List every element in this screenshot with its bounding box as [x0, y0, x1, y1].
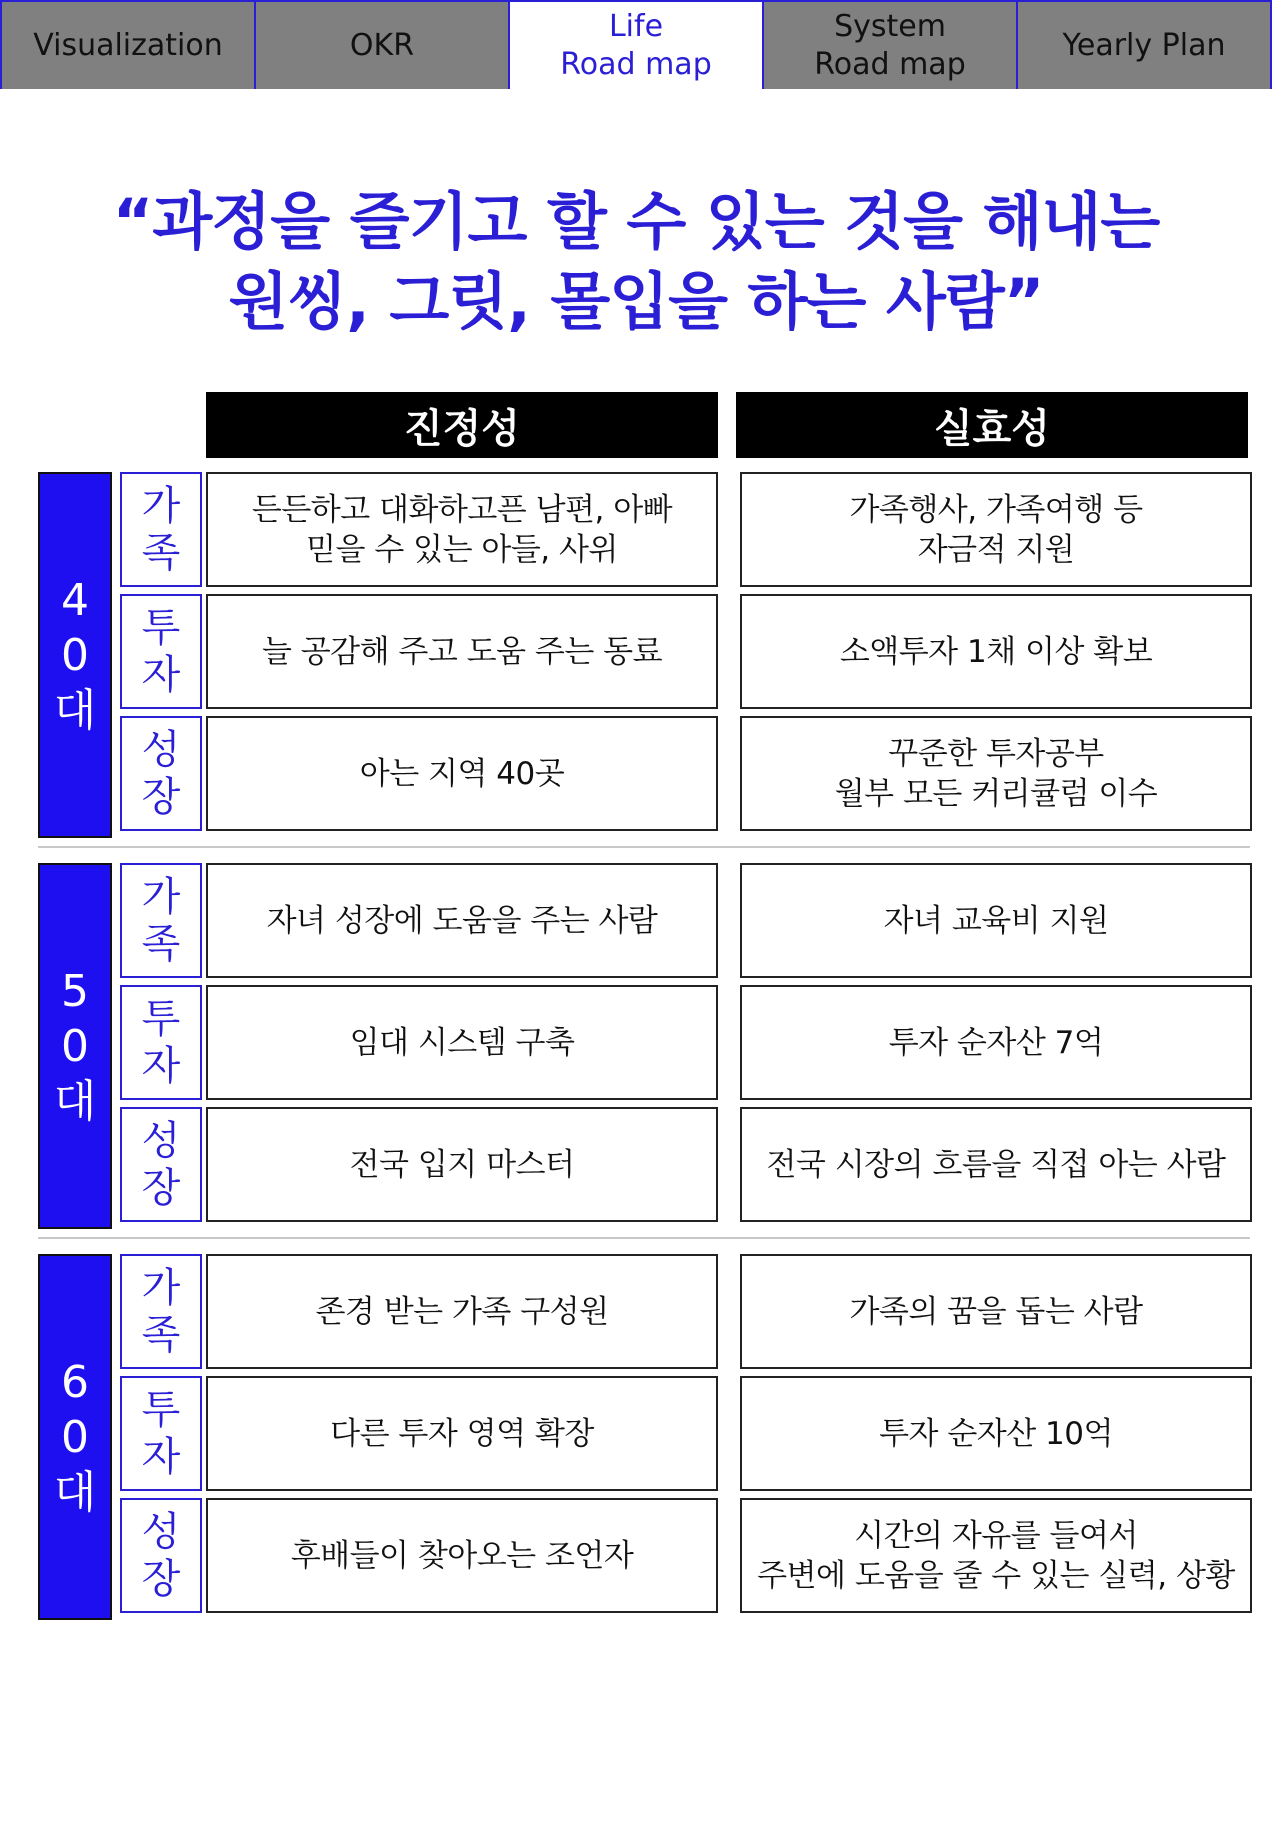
cell-text: 자녀 성장에 도움을 주는 사람: [266, 902, 658, 939]
category-label: [120, 1254, 202, 1369]
table-row: [38, 1498, 1252, 1613]
age-char: 5: [61, 965, 89, 1017]
cell-text: 전국 입지 마스터: [349, 1146, 575, 1183]
sincerity-cell: [206, 472, 718, 587]
category-char: 장: [141, 773, 181, 820]
category-char: 장: [141, 1555, 181, 1602]
category-char: 성: [141, 1508, 181, 1555]
age-group: [38, 863, 1252, 1229]
tab-label: Life Road map: [560, 8, 712, 82]
age-char: 0: [61, 1020, 89, 1072]
effectiveness-cell: [740, 716, 1252, 831]
cell-text: 소액투자 1채 이상 확보: [839, 633, 1153, 670]
category-char: 가: [141, 1264, 181, 1311]
sincerity-cell: [206, 1107, 718, 1222]
category-char: 투: [141, 1386, 181, 1433]
sincerity-cell: [206, 716, 718, 831]
category-label: [120, 594, 202, 709]
cell-text: 다른 투자 영역 확장: [330, 1415, 594, 1452]
category-char: 족: [141, 1311, 181, 1358]
title-line-1: “과정을 즐기고 할 수 있는 것을 해내는: [112, 185, 1160, 258]
effectiveness-cell: [740, 863, 1252, 978]
column-header-sincerity: 진정성: [206, 392, 718, 458]
category-label: [120, 1107, 202, 1222]
table-row: [38, 863, 1252, 978]
cell-text: 투자 순자산 10억: [879, 1415, 1113, 1452]
cell-text: 자녀 교육비 지원: [883, 902, 1109, 939]
age-char: 대: [53, 684, 97, 736]
cell-text: 주변에 도움을 줄 수 있는 실력, 상황: [757, 1557, 1235, 1594]
tab-label: Visualization: [33, 27, 223, 63]
age-group: [38, 472, 1252, 838]
cell-text: 시간의 자유를 들여서: [854, 1517, 1138, 1554]
page-title: [0, 182, 1272, 342]
age-char: 대: [53, 1075, 97, 1127]
category-char: 족: [141, 529, 181, 576]
group-divider: [38, 1237, 1250, 1239]
sincerity-cell: [206, 863, 718, 978]
cell-text: 전국 시장의 흐름을 직접 아는 사람: [766, 1146, 1226, 1183]
group-divider: [38, 846, 1250, 848]
category-char: 투: [141, 995, 181, 1042]
category-label: [120, 1376, 202, 1491]
tab-label: Yearly Plan: [1062, 27, 1226, 63]
sincerity-cell: [206, 985, 718, 1100]
sincerity-cell: [206, 1498, 718, 1613]
tab-visualization[interactable]: [0, 0, 256, 89]
table-row: [38, 1254, 1252, 1369]
cell-text: 존경 받는 가족 구성원: [315, 1293, 609, 1330]
category-label: [120, 985, 202, 1100]
effectiveness-cell: [740, 1107, 1252, 1222]
category-char: 투: [141, 604, 181, 651]
category-char: 성: [141, 1117, 181, 1164]
tab-label: System Road map: [814, 8, 966, 82]
cell-text: 월부 모든 커리큘럼 이수: [834, 775, 1158, 812]
effectiveness-cell: [740, 472, 1252, 587]
sincerity-cell: [206, 1254, 718, 1369]
cell-text: 아는 지역 40곳: [359, 755, 565, 792]
category-label: [120, 716, 202, 831]
category-char: 자: [141, 1042, 181, 1089]
tab-label: OKR: [349, 27, 415, 63]
top-nav-tabs: [0, 0, 1272, 89]
effectiveness-cell: [740, 594, 1252, 709]
table-row: [38, 1107, 1252, 1222]
age-char: 4: [61, 574, 89, 626]
effectiveness-cell: [740, 1376, 1252, 1491]
category-char: 가: [141, 482, 181, 529]
cell-text: 든든하고 대화하고픈 남편, 아빠: [251, 491, 673, 528]
title-line-2: 원씽, 그릿, 몰입을 하는 사람”: [228, 265, 1044, 338]
category-char: 자: [141, 1433, 181, 1480]
category-label: [120, 472, 202, 587]
cell-text: 가족의 꿈을 돕는 사람: [849, 1293, 1143, 1330]
age-char: 0: [61, 629, 89, 681]
cell-text: 자금적 지원: [917, 531, 1075, 568]
effectiveness-cell: [740, 985, 1252, 1100]
cell-text: 가족행사, 가족여행 등: [849, 491, 1143, 528]
tab-life-road-map[interactable]: [510, 0, 764, 89]
category-label: [120, 863, 202, 978]
age-char: 6: [61, 1356, 89, 1408]
cell-text: 투자 순자산 7억: [888, 1024, 1104, 1061]
cell-text: 후배들이 찾아오는 조언자: [290, 1537, 634, 1574]
column-header-effectiveness: 실효성: [736, 392, 1248, 458]
category-label: [120, 1498, 202, 1613]
table-row: [38, 594, 1252, 709]
age-char: 0: [61, 1411, 89, 1463]
category-char: 장: [141, 1164, 181, 1211]
cell-text: 믿을 수 있는 아들, 사위: [306, 531, 618, 568]
age-group: [38, 1254, 1252, 1620]
tab-yearly-plan[interactable]: [1018, 0, 1272, 89]
table-row: [38, 716, 1252, 831]
category-char: 성: [141, 726, 181, 773]
age-char: 대: [53, 1466, 97, 1518]
table-row: [38, 472, 1252, 587]
tab-okr[interactable]: [256, 0, 510, 89]
table-row: [38, 985, 1252, 1100]
tab-system-road-map[interactable]: [764, 0, 1018, 89]
category-char: 가: [141, 873, 181, 920]
cell-text: 임대 시스템 구축: [349, 1024, 575, 1061]
effectiveness-cell: [740, 1254, 1252, 1369]
sincerity-cell: [206, 1376, 718, 1491]
cell-text: 늘 공감해 주고 도움 주는 동료: [261, 633, 663, 670]
sincerity-cell: [206, 594, 718, 709]
table-row: [38, 1376, 1252, 1491]
category-char: 자: [141, 651, 181, 698]
cell-text: 꾸준한 투자공부: [888, 735, 1104, 772]
effectiveness-cell: [740, 1498, 1252, 1613]
category-char: 족: [141, 920, 181, 967]
